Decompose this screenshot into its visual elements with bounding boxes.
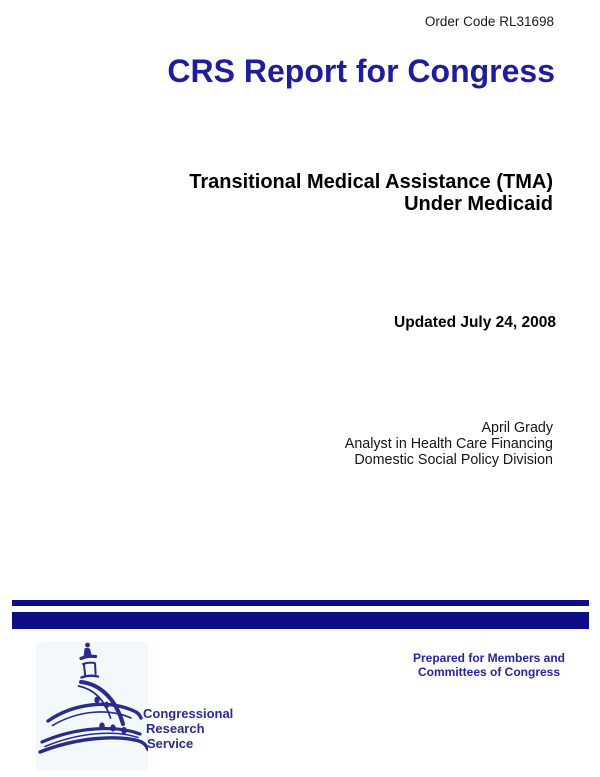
author-title: Analyst in Health Care Financing [344, 435, 553, 452]
author-division: Domestic Social Policy Division [354, 451, 553, 468]
prepared-for-block [389, 652, 589, 679]
logo-word-congressional: Congressional [143, 706, 234, 721]
logo-wordmark [143, 706, 233, 751]
prepared-for-line-2: Committees of Congress [417, 664, 561, 679]
divider-rule-thick [12, 612, 589, 629]
report-title-line-2: Under Medicaid [404, 193, 553, 215]
order-code: Order Code RL31698 [424, 14, 554, 29]
report-title [189, 171, 553, 215]
updated-date: Updated July 24, 2008 [394, 314, 556, 331]
author-name: April Grady [481, 420, 553, 436]
divider-rule-thin [12, 600, 589, 606]
logo-word-service: Service [147, 736, 194, 751]
crs-banner-title: CRS Report for Congress [167, 53, 555, 89]
report-title-line-1: Transitional Medical Assistance (TMA) [189, 171, 553, 193]
capitol-dome-icon [36, 641, 148, 772]
author-block [345, 421, 553, 468]
logo-word-research: Research [146, 721, 205, 736]
prepared-for-line-1: Prepared for Members and [412, 651, 566, 665]
